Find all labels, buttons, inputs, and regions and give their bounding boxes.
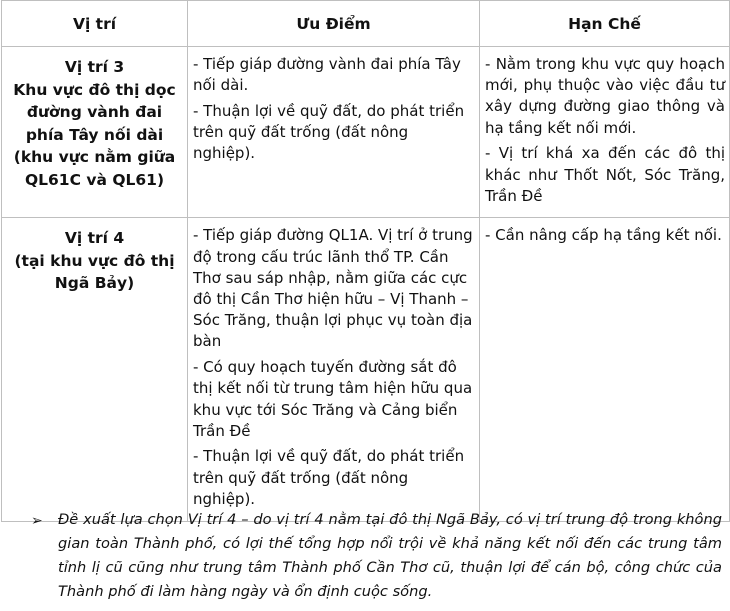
position-line: (khu vực nằm giữa xyxy=(13,148,176,166)
limitation-item: - Nằm trong khu vực quy hoạch mới, phụ thuộc vào việc đầu tư xây dựng đường giao thông và hạ tầng kết nối mới. xyxy=(485,55,725,137)
table-row xyxy=(2,47,730,218)
position-title: Vị trí 3 xyxy=(64,58,125,76)
limitations-cell xyxy=(480,47,730,218)
table-header-row xyxy=(2,1,730,47)
header-position: Vị trí xyxy=(2,1,188,47)
proposal-note xyxy=(31,508,730,604)
advantage-item: - Tiếp giáp đường QL1A. Vị trí ở trung độ trong cấu trúc lãnh thổ TP. Cần Thơ sau sáp nhập, nằm giữa các cực đô thị Cần Thơ hiện hữu – Vị Thanh – Sóc Trăng, thuận lợi phục vụ toàn địa bàn xyxy=(193,226,473,351)
limitation-item: - Vị trí khá xa đến các đô thị khác như Thốt Nốt, Sóc Trăng, Trần Đề xyxy=(485,144,725,205)
position-cell xyxy=(2,47,188,218)
position-line: Ngã Bảy) xyxy=(54,274,135,293)
limitation-item: - Cần nâng cấp hạ tầng kết nối. xyxy=(485,226,722,245)
limitations-cell xyxy=(480,218,730,521)
advantage-item: - Thuận lợi về quỹ đất, do phát triển trên quỹ đất trống (đất nông nghiệp). xyxy=(193,447,465,508)
advantage-item: - Có quy hoạch tuyến đường sắt đô thị kết nối từ trung tâm hiện hữu qua khu vực tới Sóc Trăng và Cảng biển Trần Đề xyxy=(193,358,473,440)
position-line: phía Tây nối dài xyxy=(25,125,164,144)
header-limitations: Hạn Chế xyxy=(480,1,730,47)
position-cell xyxy=(2,218,188,521)
position-line: QL61C và QL61) xyxy=(24,170,165,189)
advantage-item: - Thuận lợi về quỹ đất, do phát triển trên quỹ đất trống (đất nông nghiệp). xyxy=(193,101,465,163)
position-title: Vị trí 4 xyxy=(64,229,125,248)
advantage-item: - Tiếp giáp đường vành đai phía Tây nối dài. xyxy=(193,55,461,95)
table-row xyxy=(2,218,730,521)
position-line: (tại khu vực đô thị xyxy=(14,251,175,270)
advantages-cell xyxy=(188,218,480,521)
position-line: đường vành đai xyxy=(26,103,163,121)
header-advantages: Ưu Điểm xyxy=(188,1,480,47)
arrow-bullet-icon: ➢ xyxy=(31,513,43,529)
position-line: Khu vực đô thị dọc xyxy=(13,80,176,99)
proposal-text: Đề xuất lựa chọn Vị trí 4 – do vị trí 4 nằm tại đô thị Ngã Bảy, có vị trí trung độ trong không gian toàn Thành phố, có lợi thế tổng hợp nổi trội về khả năng kết nối đến các trung tâm tỉnh lị cũ cũng như trung tâm Thành phố Cần Thơ cũ, thuận lợi để cán bộ, công chức của Thành phố đi làm hàng ngày và ổn định cuộc sống. xyxy=(58,511,722,600)
comparison-table xyxy=(1,0,730,522)
advantages-cell xyxy=(188,47,480,218)
